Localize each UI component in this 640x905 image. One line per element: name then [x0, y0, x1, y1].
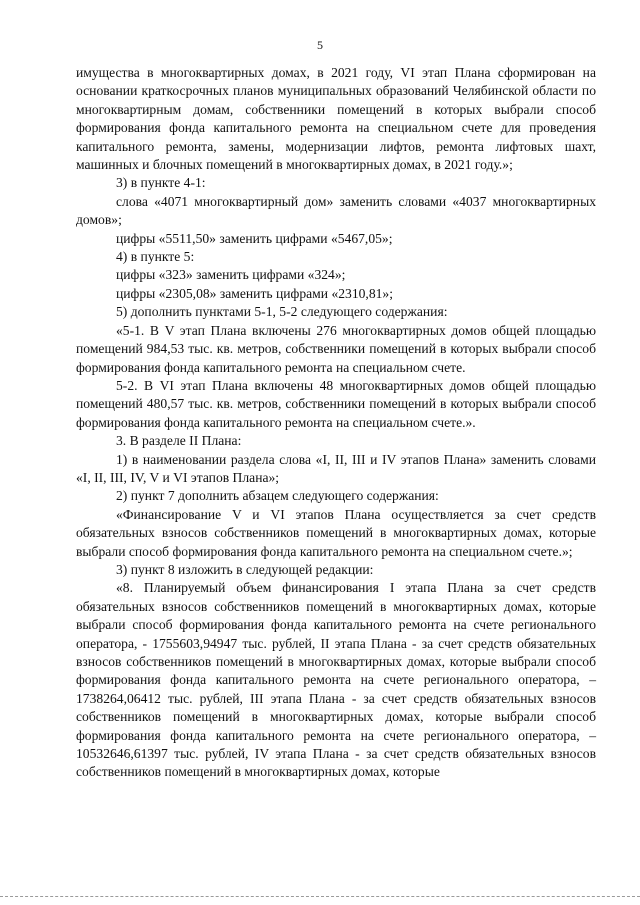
paragraph-point-5-2: 5-2. В VI этап Плана включены 48 многоквартирных домов общей площадью помещений 480,57 тыс. кв. метров, собственники помещений в которых выбрали способ формирования фонда капитального ремонта на специальном счете.». — [76, 377, 596, 430]
paragraph-replace-digits-5511: цифры «5511,50» заменить цифрами «5467,05»; — [116, 230, 393, 246]
paragraph-section-3: 3. В разделе II Плана: — [116, 433, 242, 449]
paragraph-continuation: имущества в многоквартирных домах, в 2021 году, VI этап Плана сформирован на основании краткосрочных планов муниципальных образований Челябинской области по многоквартирным домам, собственники помещений в которых выбрали способ формирования фонда капитального ремонта на специальном счете для проведения капитального ремонта, замены, модернизации лифтов, ремонта лифтовых шахт, машинных и блочных помещений в многоквартирных домах, в 2021 году.»; — [76, 65, 596, 173]
paragraph-point-5-1: «5-1. В V этап Плана включены 276 многоквартирных домов общей площадью помещений 984,53 тыс. кв. метров, собственники помещений в которых выбрали способ формирования фонда капитального ремонта на специальном счете. — [76, 322, 596, 375]
paragraph-section-3-item-3: 3) пункт 8 изложить в следующей редакции: — [116, 561, 374, 577]
bottom-scan-edge — [0, 896, 640, 897]
paragraph-financing-v-vi: «Финансирование V и VI этапов Плана осуществляется за счет средств обязательных взносов собственников помещений в многоквартирных домах, которые выбрали способ формирования фонда капитального ремонта на специальном счете.»; — [76, 506, 596, 559]
paragraph-replace-digits-2305: цифры «2305,08» заменить цифрами «2310,81»; — [116, 285, 393, 301]
paragraph-replace-words-4071: слова «4071 многоквартирный дом» заменить словами «4037 многоквартирных домов»; — [76, 193, 596, 228]
paragraph-section-3-item-1: 1) в наименовании раздела слова «I, II, III и IV этапов Плана» заменить словами «I, II, III, IV, V и VI этапов Плана»; — [76, 451, 596, 485]
paragraph-replace-digits-323: цифры «323» заменить цифрами «324»; — [116, 267, 346, 283]
paragraph-point-8: «8. Планируемый объем финансирования I этапа Плана за счет средств обязательных взносов собственников помещений в многоквартирных домах, которые выбрали способ формирования фонда капитального ремонта на счете регионального оператора, - 1755603,94947 тыс. рублей, II этапа Плана - за счет средств обязательных взносов собственников помещений в многоквартирных домах, которые выбрали способ формирования фонда капитального ремонта на счете регионального оператора, – 1738264,06412 тыс. рублей, III этапа Плана - за счет средств обязательных взносов собственников помещений в многоквартирных домах, которые выбрали способ формирования фонда капитального ремонта на счете регионального оператора, – 10532646,61397 тыс. рублей, IV этапа Плана - за счет средств обязательных взносов собственников помещений в многоквартирных домах, которые — [76, 580, 596, 780]
paragraph-item-4-point-5: 4) в пункте 5: — [116, 249, 195, 265]
paragraph-item-3-point-4-1: 3) в пункте 4-1: — [116, 175, 206, 191]
page-number: 5 — [317, 38, 323, 52]
document-body — [76, 64, 596, 782]
paragraph-item-5-add-points: 5) дополнить пунктами 5-1, 5-2 следующего содержания: — [116, 304, 448, 320]
paragraph-section-3-item-2: 2) пункт 7 дополнить абзацем следующего содержания: — [116, 488, 439, 504]
